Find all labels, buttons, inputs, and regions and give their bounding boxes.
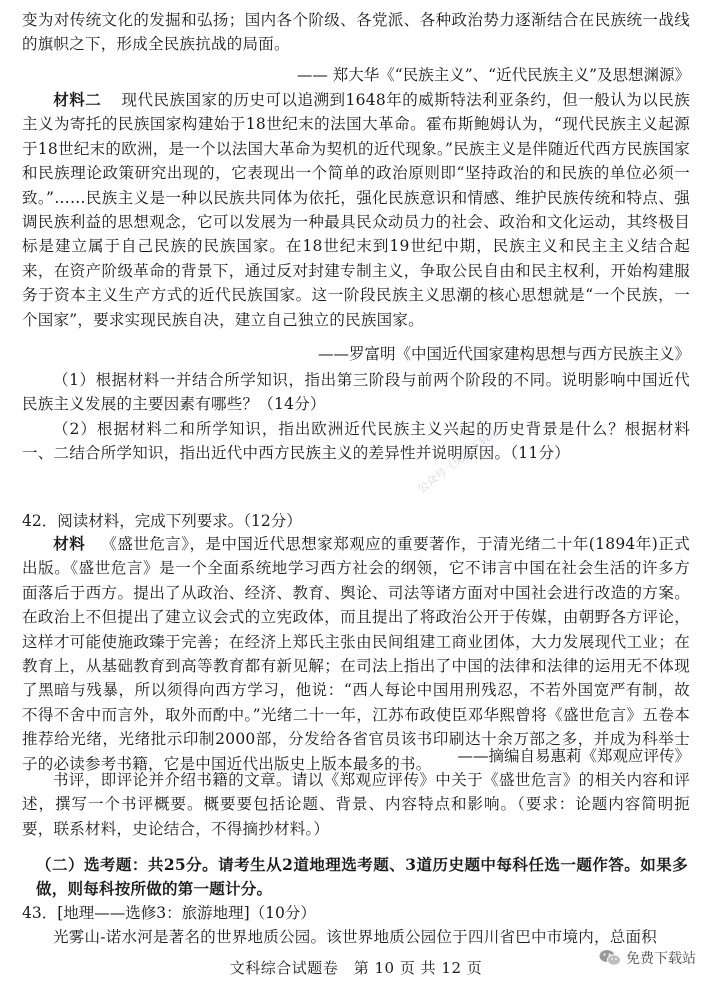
site-logo [599,948,696,968]
q41-part1: （1）根据材料一并结合所学知识，指出第三阶段与前两个阶段的不同。说明影响中国近代民族主义发展的主要因素有哪些？（14分） [22,371,690,414]
q42-material-label: 材料 [53,534,86,553]
logo-text: 免费下载站 [626,951,696,967]
watermark: 公众号《免费下载站》 [415,417,510,496]
q41-part2: （2）根据材料二和所学知识，指出欧洲近代民族主义兴起的历史背景是什么？根据材料一、二结合所学知识，指出近代中西方民族主义的差异性并说明原因。（11分） [22,420,690,463]
material1-tail: 变为对传统文化的发掘和弘扬；国内各个阶级、各党派、各种政治势力逐渐结合在民族统一战线的旗帜之下，形成全民族抗战的局面。 [22,11,690,54]
material2-text: 现代民族国家的历史可以追溯到1648年的威斯特法利亚条约，但一般认为以民族主义为寄托的民族国家构建始于18世纪末的法国大革命。霍布斯鲍姆认为，“现代民族主义起源于18世纪末的欧洲，是一个以法国大革命为契机的近代现象。”民族主义是伴随近代西方民族国家和民族理论政策研究出现的，它表现出一个简单的政治原则即“坚持政治的和民族的单位必须一致。”……民族主义是一种以民族共同体为依托，强化民族意识和情感、维护民族传统和特点、强调民族利益的思想观念，它可以发展为一种最具民众动员力的社会、政治和文化运动，其终极目标是建立属于自己民族的民族国家。在18世纪末到19世纪中期，民族主义和民主主义结合起来，在资产阶级革命的背景下，通过反对封建专制主义，争取公民自由和民主权利，开始构建服务于资本主义生产方式的近代民族国家。这一阶段民族主义思潮的核心思想就是“一个民族，一个国家”，要求实现民族自决，建立自己独立的民族国家。 [22,91,690,329]
material2-label: 材料二 [53,90,102,109]
section2-heading: （二）选考题：共25分。请考生从2道地理选考题、3道历史题中每科任选一题作答。如果多做，则每科按所做的第一题计分。 [36,855,688,899]
q42-instruction: 书评，即评论并介绍书籍的文章。请以《郑观应评传》中关于《盛世危言》的相关内容和评述，撰写一个书评概要。概要要包括论题、背景、内容特点和影响。（要求：论题内容简明扼要，联系材料，史论结合，不得摘抄材料。） [22,771,690,838]
page-footer: 文科综合试题卷 第 10 页 共 12 页 [229,959,483,977]
q42-material-text: 《盛世危言》，是中国近代思想家郑观应的重要著作，于清光绪二十年(1894年)正式出版。《盛世危言》是一个全面系统地学习西方社会的纲领，它不讳言中国在社会生活的许多方面落后于西方。提出了从政治、经济、教育、舆论、司法等诸方面对中国社会进行改造的方案。在政治上不但提出了建立议会式的立宪政体，而且提出了将政治公开于传媒，由朝野各方评论，这样才可能使施政臻于完善；在经济上郑氏主张由民间组建工商业团体，大力发展现代工业；在教育上，从基础教育到高等教育都有新见解；在司法上指出了中国的法律和法律的运用无不体现了黑暗与残暴，所以须得向西方学习，他说：“西人每论中国用刑残忍，不若外国宽严有制，故不得不舍中而言外，取外而酌中。”光绪二十一年，江苏布政使臣邓华熙曾将《盛世危言》五卷本推荐给光绪，光绪批示印制2000部，分发给各省官员该书印刷达十余万部之多，并成为科举士子的必读参考书籍，它是中国近代出版史上版本最多的书。 [22,535,690,773]
material2-paragraph [22,88,690,332]
q42-heading: 42．阅读材料，完成下列要求。（12分） [22,512,302,530]
material1-source: —— 郑大华《“民族主义”、“近代民族主义”及思想渊源》 [296,66,690,84]
wechat-icon [599,949,621,967]
q43-heading: 43．[地理——选修3：旅游地理]（10分） [22,904,316,922]
q42-source: ——摘编自易惠莉《郑观应评传》 [457,747,690,765]
material2-source: ——罗富明《中国近代国家建构思想与西方民族主义》 [317,345,690,363]
q42-material [22,532,690,776]
q43-text: 光雾山-诺水河是著名的世界地质公园。该世界地质公园位于四川省巴中市境内，总面积 [53,928,657,946]
